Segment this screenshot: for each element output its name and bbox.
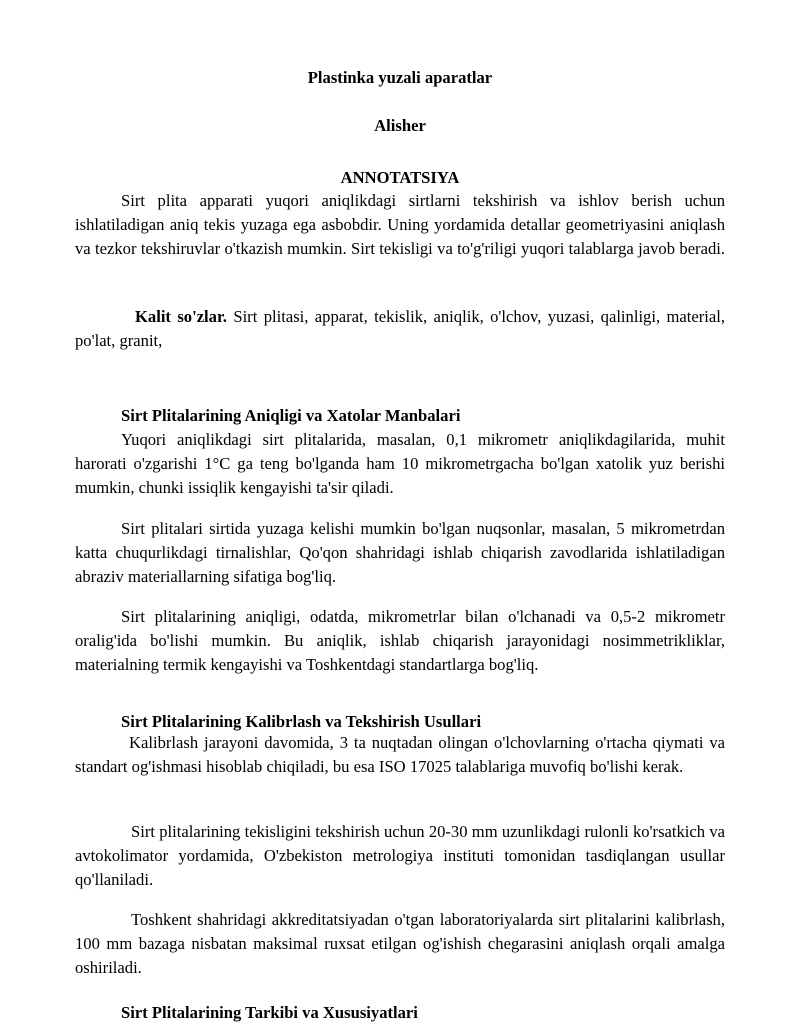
section-heading: Sirt Plitalarining Tarkibi va Xususiyatlari xyxy=(121,1003,418,1022)
paragraph-text: Kalibrlash jarayoni davomida, 3 ta nuqtadan olingan o'lchovlarning o'rtacha qiymati va standart og'ishmasi hisoblab chiqiladi, bu esa ISO 17025 talablariga muvofiq bo'lishi kerak. xyxy=(75,733,725,776)
paragraph-text: Yuqori aniqlikdagi sirt plitalarida, masalan, 0,1 mikrometr aniqlikdagilarida, muhit harorati o'zgarishi 1°C ga teng bo'lganda ham 10 mikrometrgacha bo'lgan xatolik yuz berishi mumkin, chunki issiqlik kengayishi ta'sir qiladi. xyxy=(75,430,725,497)
keywords-label: Kalit so'zlar. xyxy=(135,307,227,326)
paragraph-text: Toshkent shahridagi akkreditatsiyadan o'tgan laboratoriyalarda sirt plitalarini kalibrlash, 100 mm bazaga nisbatan maksimal ruxsat etilgan og'ishish chegarasini aniqlash orqali amalga oshiriladi. xyxy=(75,910,725,977)
body-paragraph xyxy=(75,428,725,500)
body-paragraph xyxy=(75,820,725,892)
body-paragraph xyxy=(75,731,725,779)
annotation-paragraph xyxy=(75,189,725,261)
document-title: Plastinka yuzali aparatlar xyxy=(307,68,493,87)
body-paragraph xyxy=(75,517,725,589)
author-name: Alisher xyxy=(374,116,426,135)
section-heading: Sirt Plitalarining Kalibrlash va Tekshirish Usullari xyxy=(121,712,482,731)
section-heading: Sirt Plitalarining Aniqligi va Xatolar Manbalari xyxy=(121,406,461,425)
keywords-paragraph xyxy=(75,305,725,353)
paragraph-text: Sirt plitalarining aniqligi, odatda, mikrometrlar bilan o'lchanadi va 0,5-2 mikrometr oralig'ida bo'lishi mumkin. Bu aniqlik, ishlab chiqarish jarayonidagi nosimmetrikliklar, materialning termik kengayishi va Toshkentdagi standartlarga bog'liq. xyxy=(75,607,725,674)
body-paragraph xyxy=(75,908,725,980)
paragraph-text: Sirt plitalari sirtida yuzaga kelishi mumkin bo'lgan nuqsonlar, masalan, 5 mikrometrdan katta chuqurlikdagi tirnalishlar, Qo'qon shahridagi ishlab chiqarish zavodlarida ishlatiladigan abraziv materiallarning sifatiga bog'liq. xyxy=(75,519,725,586)
annotation-text: Sirt plita apparati yuqori aniqlikdagi sirtlarni tekshirish va ishlov berish uchun ishlatiladigan aniq tekis yuzaga ega asbobdir. Uning yordamida detallar geometriyasini aniqlash va tezkor tekshiruvlar o'tkazish mumkin. Sirt tekisligi va to'g'riligi yuqori talablarga javob beradi. xyxy=(75,191,725,258)
annotation-heading: ANNOTATSIYA xyxy=(340,168,460,187)
paragraph-text: Sirt plitalarining tekisligini tekshirish uchun 20-30 mm uzunlikdagi rulonli ko'rsatkich va avtokolimator yordamida, O'zbekiston metrologiya instituti tomonidan tasdiqlangan usullar qo'llaniladi. xyxy=(75,822,725,889)
body-paragraph xyxy=(75,605,725,677)
keywords-text: Sirt plitasi, apparat, tekislik, aniqlik, o'lchov, yuzasi, qalinligi, material, po'lat, granit, xyxy=(75,307,725,350)
